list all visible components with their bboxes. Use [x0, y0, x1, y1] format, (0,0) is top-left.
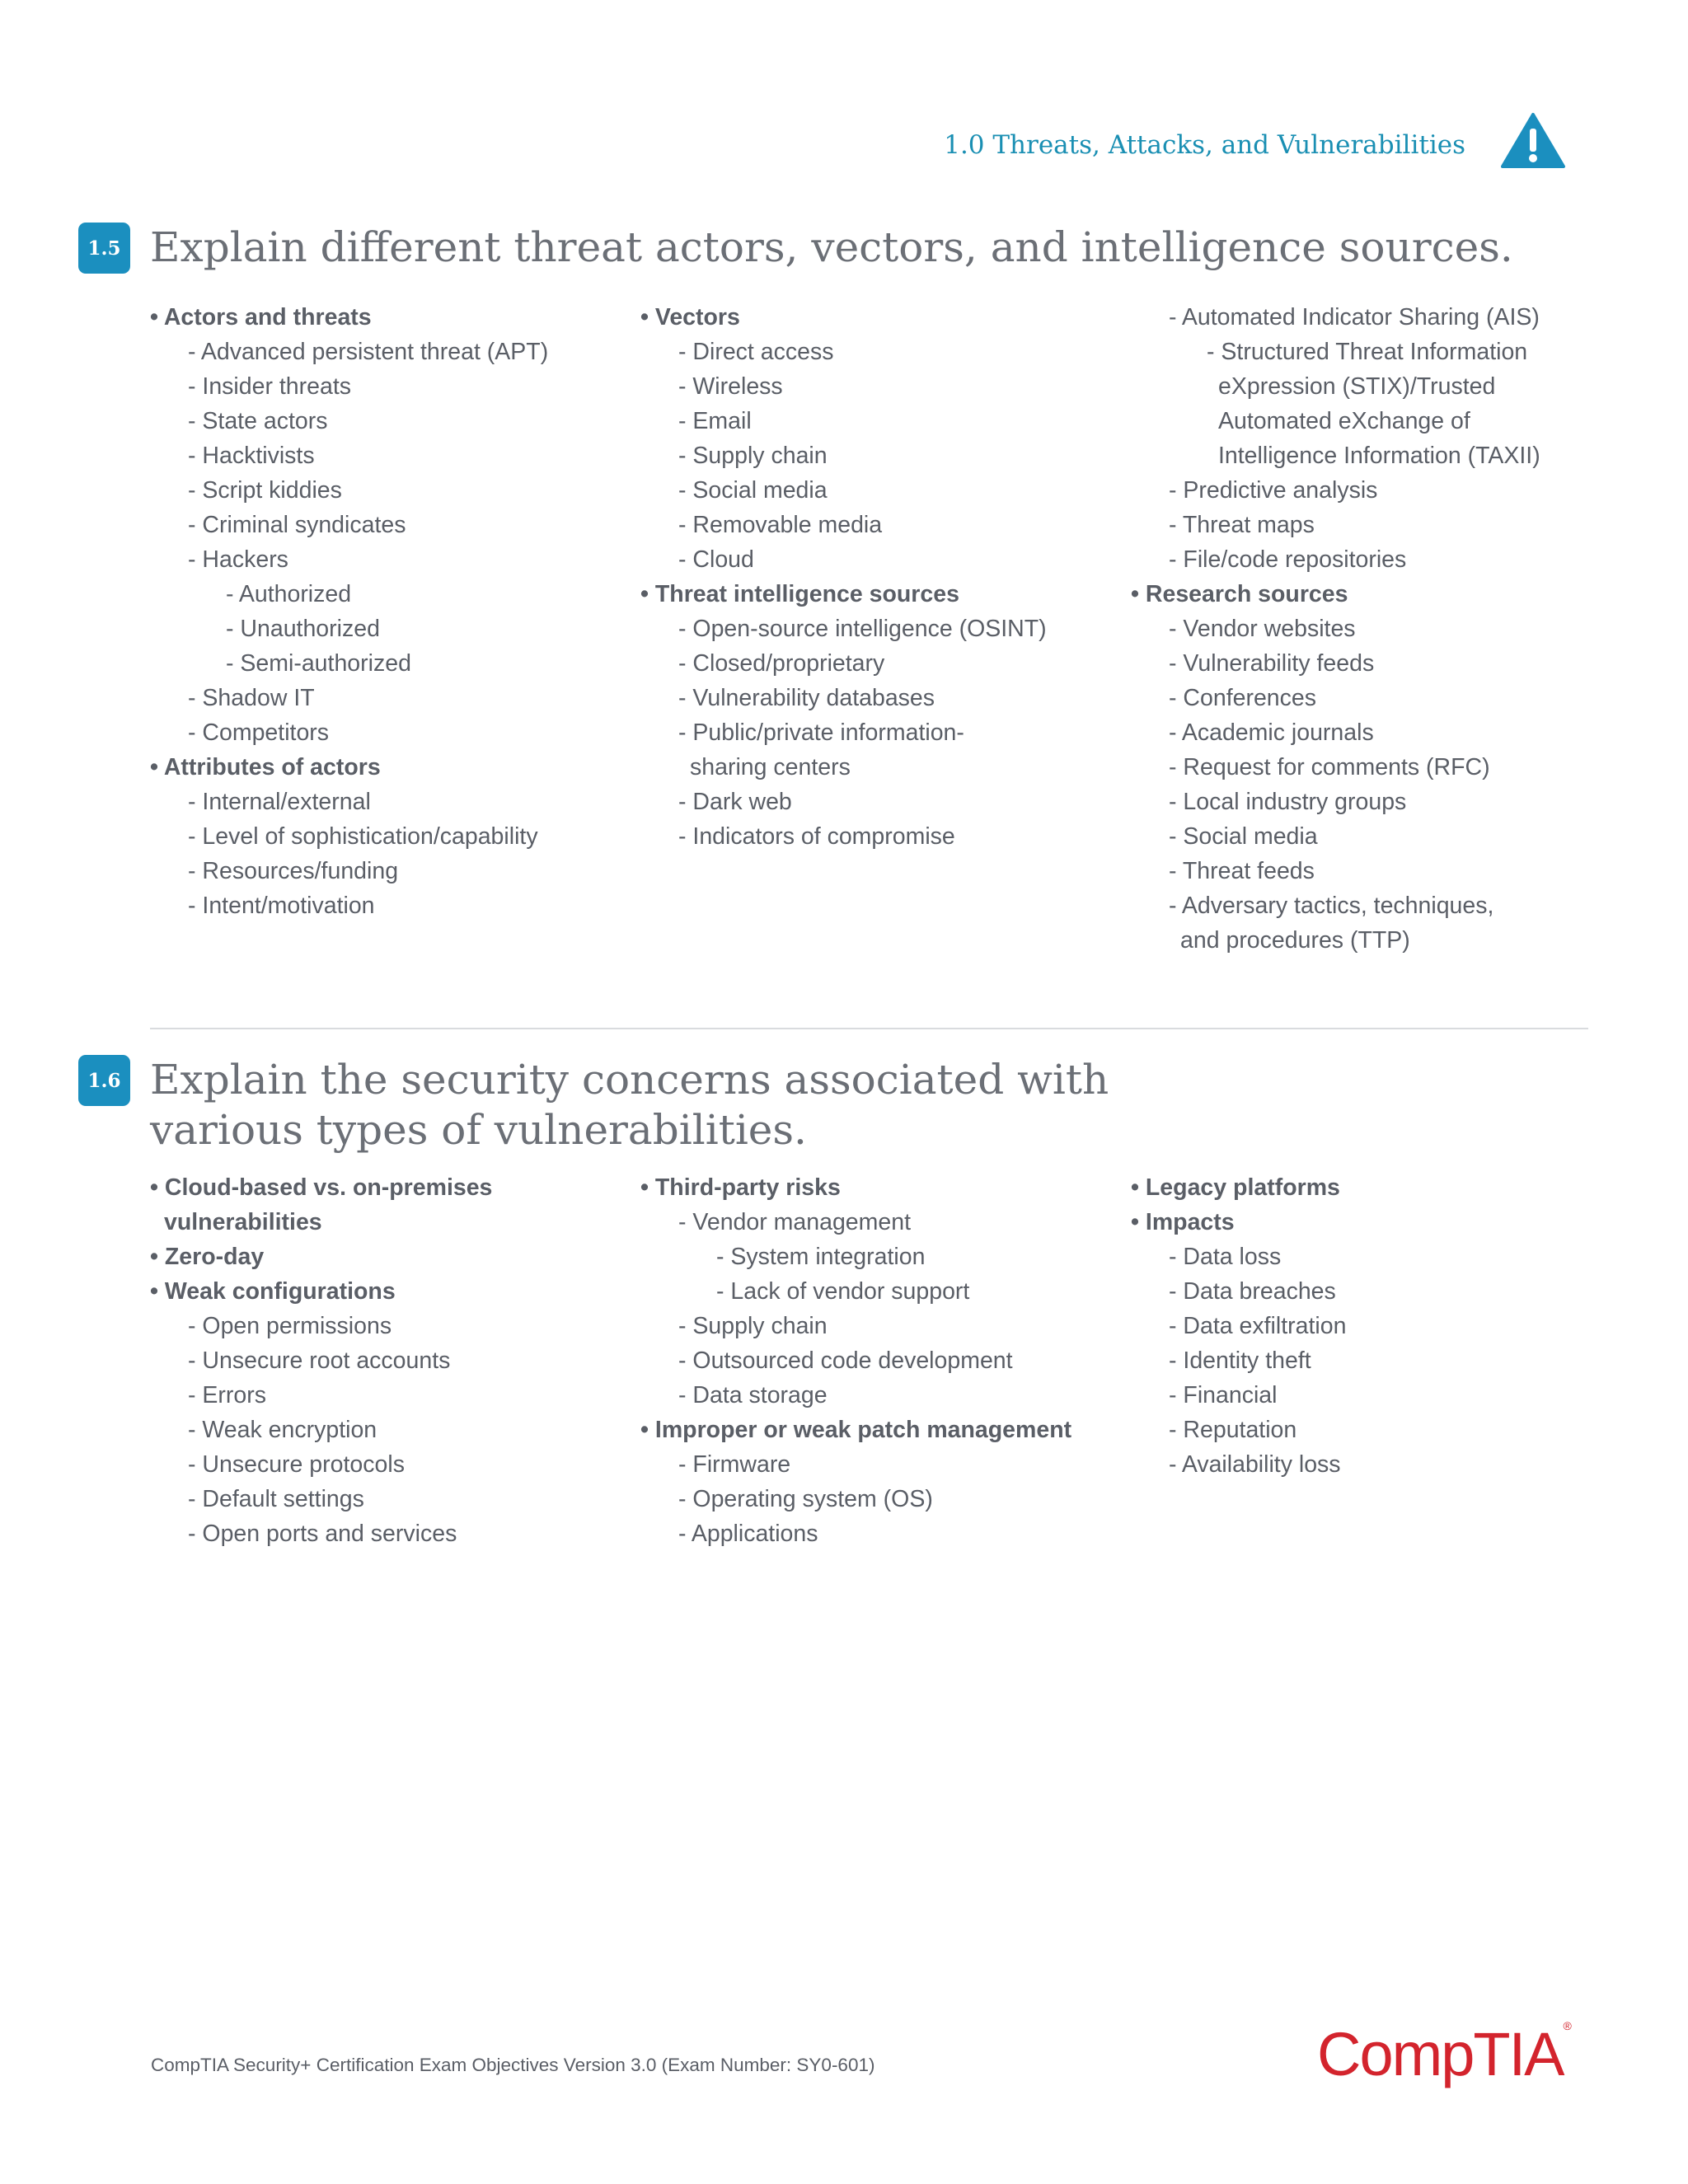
- objective-subitem: - Outsourced code development: [678, 1347, 1013, 1374]
- objective-subitem: - Level of sophistication/capability: [188, 823, 538, 850]
- objective-subitem: - Resources/funding: [188, 858, 399, 884]
- objective-subitem: - Vulnerability databases: [678, 685, 935, 711]
- section-divider: [150, 1028, 1588, 1029]
- objective-topic: • Improper or weak patch management: [640, 1417, 1072, 1443]
- objective-subitem: - Availability loss: [1169, 1451, 1341, 1478]
- objective-subitem: - Removable media: [678, 512, 883, 538]
- objective-subitem: - Adversary tactics, techniques,: [1169, 893, 1494, 919]
- objective-topic: • Third-party risks: [640, 1174, 841, 1201]
- objective-subitem: - Data exfiltration: [1169, 1313, 1347, 1339]
- objective-subitem: - Internal/external: [188, 789, 371, 815]
- objective-column: [1131, 300, 1540, 958]
- objective-subitem: eXpression (STIX)/Trusted: [1218, 373, 1496, 400]
- objective-subitem: - Hackers: [188, 546, 288, 573]
- objective-subitem: - Direct access: [678, 339, 834, 365]
- objective-subitem: - Wireless: [678, 373, 783, 400]
- objective-subitem: - Social media: [678, 477, 828, 504]
- logo-registered-mark: ®: [1563, 2019, 1572, 2032]
- objective-column: [640, 300, 1047, 854]
- objective-subitem: - File/code repositories: [1169, 546, 1407, 573]
- objective-subitem: - State actors: [188, 408, 328, 434]
- section-number-badge: 1.6: [78, 1055, 130, 1106]
- objective-subitem: - Predictive analysis: [1169, 477, 1378, 504]
- objective-subitem: - Identity theft: [1169, 1347, 1311, 1374]
- objective-subitem: - Open-source intelligence (OSINT): [678, 616, 1047, 642]
- section-number-badge: 1.5: [78, 223, 130, 274]
- objective-subitem: - Unsecure root accounts: [188, 1347, 451, 1374]
- objective-topic: • Actors and threats: [150, 304, 372, 330]
- objective-subitem: sharing centers: [690, 754, 851, 780]
- objective-topic: • Vectors: [640, 304, 740, 330]
- objective-subitem: Intelligence Information (TAXII): [1218, 443, 1540, 469]
- objective-subitem: - Criminal syndicates: [188, 512, 406, 538]
- objective-subitem: - Supply chain: [678, 1313, 828, 1339]
- objective-subitem: - Data breaches: [1169, 1278, 1336, 1305]
- objective-subitem: - Hacktivists: [188, 443, 315, 469]
- objective-topic: vulnerabilities: [164, 1209, 322, 1235]
- objective-topic: • Research sources: [1131, 581, 1348, 607]
- objective-subitem: - Supply chain: [678, 443, 828, 469]
- objective-column: [150, 1170, 492, 1551]
- objective-subitem: - Financial: [1169, 1382, 1278, 1408]
- objective-subitem: - Academic journals: [1169, 719, 1374, 746]
- objective-subitem: - Applications: [678, 1521, 818, 1547]
- objective-subitem: - Closed/proprietary: [678, 650, 885, 677]
- objective-topic: • Zero-day: [150, 1244, 265, 1270]
- objective-subitem: - Vulnerability feeds: [1169, 650, 1375, 677]
- objective-subitem: - Weak encryption: [188, 1417, 377, 1443]
- objective-subitem: - Competitors: [188, 719, 330, 746]
- objective-subitem: - Data storage: [678, 1382, 828, 1408]
- objective-subitem: - Threat feeds: [1169, 858, 1315, 884]
- objective-subitem: - Local industry groups: [1169, 789, 1407, 815]
- objective-subitem: - Lack of vendor support: [716, 1278, 970, 1305]
- objective-subitem: - Email: [678, 408, 752, 434]
- objective-subitem: - Insider threats: [188, 373, 351, 400]
- objective-subitem: - Semi-authorized: [226, 650, 411, 677]
- logo-wordmark: CompTIA: [1317, 2020, 1564, 2088]
- objective-subitem: - Advanced persistent threat (APT): [188, 339, 549, 365]
- objective-subitem: - Automated Indicator Sharing (AIS): [1169, 304, 1540, 330]
- objective-subitem: - Threat maps: [1169, 512, 1315, 538]
- objective-subitem: - Reputation: [1169, 1417, 1297, 1443]
- objective-subitem: - Operating system (OS): [678, 1486, 933, 1512]
- objective-topic: • Attributes of actors: [150, 754, 381, 780]
- objective-topic: • Threat intelligence sources: [640, 581, 959, 607]
- objective-topic: • Legacy platforms: [1131, 1174, 1340, 1201]
- objective-subitem: - Intent/motivation: [188, 893, 375, 919]
- section-title-line: various types of vulnerabilities.: [150, 1106, 807, 1154]
- comptia-logo: [1317, 2019, 1572, 2089]
- objective-subitem: - Cloud: [678, 546, 754, 573]
- objective-subitem: - Conferences: [1169, 685, 1317, 711]
- objective-subitem: - Dark web: [678, 789, 792, 815]
- objective-subitem: - Authorized: [226, 581, 352, 607]
- objective-subitem: - Unauthorized: [226, 616, 380, 642]
- footer-text: CompTIA Security+ Certification Exam Objectives Version 3.0 (Exam Number: SY0-601): [151, 2055, 875, 2075]
- objective-column: [1131, 1170, 1346, 1482]
- objective-topic: • Weak configurations: [150, 1278, 396, 1305]
- objective-topic: • Cloud-based vs. on-premises: [150, 1174, 493, 1201]
- objective-column: [150, 300, 548, 923]
- objective-subitem: - Vendor websites: [1169, 616, 1356, 642]
- objective-subitem: - Social media: [1169, 823, 1318, 850]
- section-title-line: Explain different threat actors, vectors, and intelligence sources.: [150, 223, 1513, 271]
- objective-column: [640, 1170, 1071, 1551]
- section-title-line: Explain the security concerns associated with: [150, 1056, 1109, 1104]
- objective-subitem: - Structured Threat Information: [1207, 339, 1528, 365]
- objective-subitem: - Open permissions: [188, 1313, 392, 1339]
- objective-subitem: - Data loss: [1169, 1244, 1282, 1270]
- section-title: [150, 1055, 1109, 1155]
- page-header-title: 1.0 Threats, Attacks, and Vulnerabilities: [944, 130, 1465, 160]
- objective-subitem: - Public/private information-: [678, 719, 964, 746]
- section-title: [150, 223, 1513, 273]
- objective-subitem: - Indicators of compromise: [678, 823, 955, 850]
- objective-subitem: - Unsecure protocols: [188, 1451, 405, 1478]
- objective-subitem: - System integration: [716, 1244, 926, 1270]
- warning-triangle-icon: [1500, 112, 1566, 170]
- objective-subitem: - Open ports and services: [188, 1521, 457, 1547]
- objective-subitem: - Shadow IT: [188, 685, 315, 711]
- objective-topic: • Impacts: [1131, 1209, 1235, 1235]
- objective-subitem: - Vendor management: [678, 1209, 912, 1235]
- objective-subitem: - Request for comments (RFC): [1169, 754, 1490, 780]
- objective-subitem: - Script kiddies: [188, 477, 342, 504]
- objective-subitem: Automated eXchange of: [1218, 408, 1470, 434]
- objective-subitem: - Firmware: [678, 1451, 791, 1478]
- objective-subitem: and procedures (TTP): [1180, 927, 1410, 954]
- objective-subitem: - Default settings: [188, 1486, 364, 1512]
- objective-subitem: - Errors: [188, 1382, 266, 1408]
